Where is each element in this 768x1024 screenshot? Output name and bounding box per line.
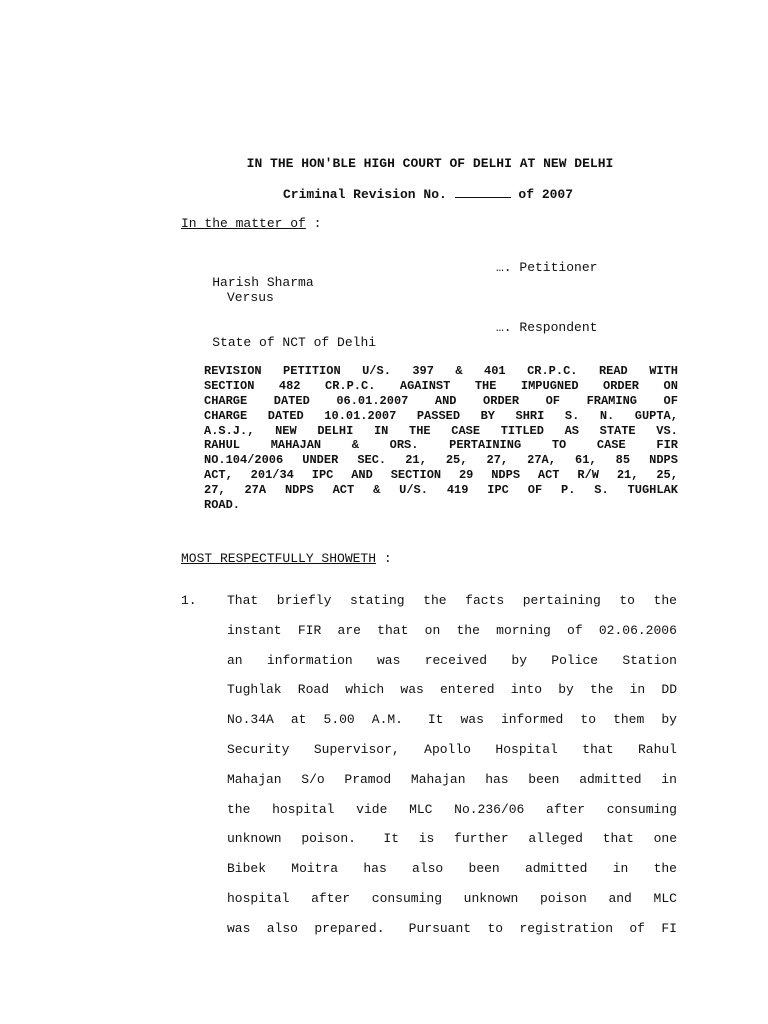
word: Supervisor, <box>313 741 400 757</box>
word: BY <box>480 408 495 423</box>
word: at <box>290 712 307 728</box>
text-line <box>227 712 677 742</box>
word: entered <box>440 682 495 698</box>
word: by <box>661 712 677 728</box>
word: CR.P.C. <box>527 364 578 378</box>
word: informed <box>500 712 564 728</box>
word: also <box>412 861 444 877</box>
word: A.M. <box>371 712 403 728</box>
word: 25, <box>656 468 678 483</box>
word: & <box>455 364 463 378</box>
word: No.34A <box>227 712 274 728</box>
word: vide <box>356 801 388 817</box>
petitioner-name: Harish Sharma <box>212 275 314 290</box>
word: also <box>266 920 298 936</box>
word: Pramod <box>344 771 392 787</box>
word: SECTION <box>204 378 255 393</box>
word: the <box>653 861 677 877</box>
word: ON <box>663 378 678 393</box>
word: 5.00 <box>323 712 355 728</box>
respondent-role: …. Respondent <box>496 320 598 335</box>
word: 482 <box>278 378 301 393</box>
text-line <box>204 468 678 483</box>
word: was <box>377 652 401 668</box>
word: IPC <box>487 483 509 498</box>
word: 02.06.2006 <box>598 622 677 638</box>
paragraph-number: 1. <box>181 593 197 608</box>
word: PASSED <box>416 408 461 423</box>
word: been <box>468 861 500 877</box>
word: of <box>629 920 645 936</box>
word: 61, <box>575 453 597 468</box>
word: into <box>510 682 543 698</box>
word: ORS. <box>389 438 419 453</box>
word: A.S.J., <box>204 423 255 438</box>
word: SEC. <box>357 453 387 468</box>
text-line <box>227 802 677 832</box>
word: that <box>602 831 634 847</box>
word: was <box>227 920 251 936</box>
word: 27A <box>244 483 267 498</box>
word: IN <box>373 423 389 438</box>
word: TITLED <box>500 423 544 438</box>
word: MLC <box>409 801 433 817</box>
word: are <box>337 622 361 638</box>
word: Station <box>622 652 677 668</box>
word: 419 <box>446 483 469 498</box>
word: the <box>590 682 614 698</box>
revision-petition-subject <box>204 364 678 513</box>
word: received <box>424 652 488 668</box>
word: & <box>351 438 359 453</box>
word: an <box>227 652 243 668</box>
word: has <box>363 861 387 877</box>
word: IPC <box>311 468 334 483</box>
word: further <box>454 831 509 847</box>
text-line <box>204 438 678 453</box>
word: poison <box>539 890 587 906</box>
word: after <box>311 890 351 906</box>
word: It <box>375 831 400 847</box>
court-title: IN THE HON'BLE HIGH COURT OF DELHI AT NEW DELHI <box>246 156 614 171</box>
word: was <box>460 712 484 728</box>
word: STATE <box>599 423 636 438</box>
text-line <box>227 891 677 921</box>
word: by <box>511 652 527 668</box>
word: 27A, <box>527 453 556 468</box>
word: PERTAINING <box>449 438 522 453</box>
word: AS <box>564 423 579 438</box>
word: poison. <box>301 831 356 847</box>
word: NDPS <box>284 483 314 498</box>
word: admitted <box>579 771 642 787</box>
word: Hospital <box>495 741 558 757</box>
matter-heading <box>181 216 321 231</box>
word: U/S. <box>362 364 391 378</box>
word: that <box>582 741 614 757</box>
showeth-heading <box>181 551 392 566</box>
word: MAHAJAN <box>270 438 322 453</box>
word: NEW <box>275 423 297 438</box>
word: SECTION <box>390 468 442 483</box>
word: the <box>456 622 480 638</box>
word: Bibek <box>227 861 267 877</box>
word: That <box>227 593 259 608</box>
text-line <box>227 921 677 951</box>
text-line <box>204 379 678 394</box>
text-line <box>204 394 678 409</box>
word: S/o <box>301 771 325 787</box>
word: Road <box>297 682 330 698</box>
word: AND <box>351 468 373 483</box>
word: OF <box>663 393 678 408</box>
word: PETITION <box>283 364 341 378</box>
word: is <box>418 831 435 847</box>
word: briefly <box>276 593 332 608</box>
word: & <box>373 483 381 498</box>
word: Apollo <box>424 741 471 757</box>
word: 201/34 <box>250 468 294 483</box>
word: Pursuant <box>400 920 472 936</box>
word: DELHI <box>317 423 354 438</box>
word: morning <box>496 622 551 638</box>
word: admitted <box>525 861 588 877</box>
word: by <box>558 682 574 698</box>
word: TO <box>551 438 567 453</box>
matter-suffix: : <box>305 216 322 231</box>
word: unknown <box>227 831 282 847</box>
respondent-name: State of NCT of Delhi <box>212 335 377 350</box>
word: CASE <box>596 438 626 453</box>
word: CR.P.C. <box>325 378 376 393</box>
word: REVISION <box>204 364 262 378</box>
word: R/W <box>577 468 599 483</box>
word: instant <box>227 622 282 638</box>
word: has <box>485 771 509 787</box>
petitioner-role: …. Petitioner <box>496 260 598 275</box>
word: FRAMING <box>586 393 637 408</box>
word: DATED <box>273 393 310 408</box>
word: FIR <box>297 622 322 638</box>
word: on <box>424 622 441 638</box>
word: MLC <box>653 890 677 906</box>
text-line <box>227 831 677 861</box>
word: N. <box>599 408 615 423</box>
word: hospital <box>227 890 290 906</box>
word: AND <box>434 393 457 408</box>
text-line <box>204 483 678 498</box>
word: to <box>580 712 597 728</box>
word: in <box>612 861 629 877</box>
word: No.236/06 <box>454 801 525 817</box>
word: WITH <box>649 364 678 378</box>
word: CHARGE <box>204 393 248 408</box>
revision-prefix: Criminal Revision No. <box>282 187 455 202</box>
text-line <box>204 409 678 424</box>
word: CASE <box>451 423 481 438</box>
word: THE <box>409 423 431 438</box>
text-line <box>227 742 677 772</box>
word: and <box>608 890 632 906</box>
word: 401 <box>484 364 506 378</box>
word: ACT, <box>204 468 233 483</box>
word: CHARGE <box>204 408 248 423</box>
word: hospital <box>272 801 335 817</box>
text-line <box>204 424 678 439</box>
word: 27, <box>204 483 226 498</box>
text-line <box>227 861 677 891</box>
word: S. <box>594 483 609 498</box>
word: 06.01.2007 <box>336 393 409 408</box>
word: which <box>345 682 385 698</box>
word: OF <box>545 393 561 408</box>
matter-label: In the matter of <box>181 216 306 231</box>
word: 10.01.2007 <box>324 408 397 423</box>
word: 21, <box>405 453 427 468</box>
word: the <box>423 593 447 608</box>
word: information <box>266 652 353 668</box>
text-line <box>204 453 678 468</box>
word: unknown <box>463 890 519 906</box>
word: RAHUL <box>204 438 241 453</box>
word: them <box>613 712 645 728</box>
word: of <box>567 622 583 638</box>
word: VS. <box>656 423 678 438</box>
word: 21, <box>616 468 639 483</box>
word: consuming <box>371 890 442 906</box>
word: TUGHLAK <box>627 483 678 498</box>
word: registration <box>519 920 614 936</box>
word: 25, <box>445 453 468 468</box>
revision-suffix: of 2007 <box>510 187 574 202</box>
text-line <box>227 623 677 653</box>
word: UNDER <box>302 453 339 468</box>
versus-label: Versus <box>227 290 274 305</box>
word: 27, <box>486 453 509 468</box>
word: the <box>653 593 677 608</box>
word: P. <box>561 483 576 498</box>
word: pertaining <box>522 593 601 608</box>
word: been <box>528 771 560 787</box>
showeth-suffix: : <box>376 551 392 566</box>
text-line <box>227 682 677 712</box>
word: FI <box>661 920 677 936</box>
word: Moitra <box>291 861 339 877</box>
word: 29 <box>458 468 474 483</box>
word: after <box>546 801 586 817</box>
word: DD <box>661 682 677 698</box>
word: ORDER <box>603 378 640 393</box>
criminal-revision-line <box>0 186 768 202</box>
word: to <box>619 593 635 608</box>
word: NDPS <box>491 468 521 483</box>
word: THE <box>474 378 497 393</box>
word: to <box>487 920 504 936</box>
word: prepared. <box>314 920 385 936</box>
word: facts <box>465 593 505 608</box>
word: the <box>227 801 251 817</box>
word: AGAINST <box>399 378 451 393</box>
word: OF <box>527 483 543 498</box>
word: ROAD. <box>204 498 241 513</box>
text-line <box>227 772 677 802</box>
word: DATED <box>267 408 304 423</box>
word: NO.104/2006 <box>204 453 284 468</box>
word: in <box>629 682 646 698</box>
word: stating <box>349 593 405 608</box>
word: SHRI <box>515 408 545 423</box>
paragraph-1-body <box>227 593 677 951</box>
word: that <box>377 622 409 638</box>
word: 85 <box>615 453 631 468</box>
text-line <box>227 593 677 623</box>
word: GUPTA, <box>634 408 678 423</box>
word: ORDER <box>483 393 520 408</box>
word: Mahajan <box>227 771 282 787</box>
word: READ <box>598 364 628 378</box>
word: Mahajan <box>410 771 466 787</box>
text-line <box>204 498 678 513</box>
text-line <box>204 364 678 379</box>
word: U/S. <box>399 483 428 498</box>
word: S. <box>564 408 580 423</box>
word: Security <box>227 741 290 757</box>
word: It <box>420 712 444 728</box>
text-line <box>227 653 677 683</box>
word: Tughlak <box>227 682 282 698</box>
word: consuming <box>606 801 677 817</box>
word: NDPS <box>649 453 678 468</box>
word: ACT <box>537 468 560 483</box>
word: IMPUGNED <box>520 378 579 393</box>
word: Police <box>551 652 599 668</box>
word: alleged <box>528 831 583 847</box>
word: Rahul <box>637 741 677 757</box>
word: one <box>653 831 677 847</box>
word: was <box>400 682 424 698</box>
word: FIR <box>656 438 678 453</box>
word: ACT <box>332 483 355 498</box>
word: 397 <box>412 364 434 378</box>
word: in <box>661 771 677 787</box>
revision-number-blank <box>455 186 511 198</box>
showeth-label: MOST RESPECTFULLY SHOWETH <box>181 551 377 566</box>
